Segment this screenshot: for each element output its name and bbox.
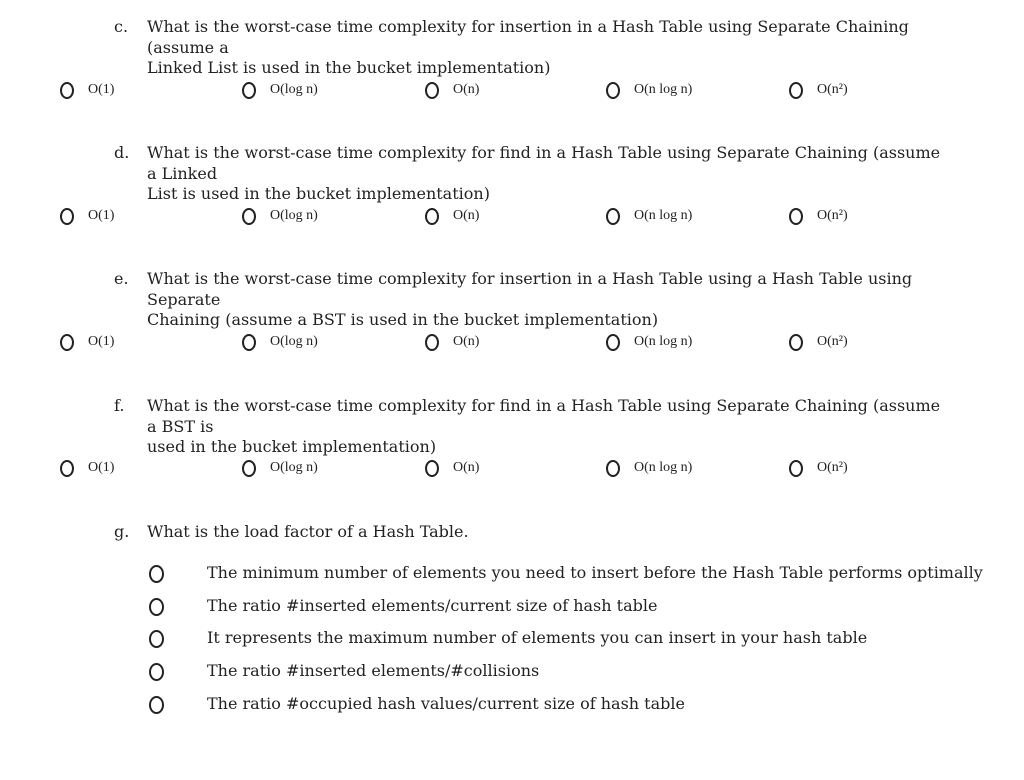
radio-circle-icon[interactable] [606,208,620,225]
radio-circle-icon[interactable] [60,208,74,225]
radio-circle-icon[interactable] [149,598,164,616]
radio-circle-icon[interactable] [789,208,803,225]
option-on2[interactable]: O(n²) [789,455,848,481]
radio-circle-icon[interactable] [425,334,439,351]
question-text [147,143,947,205]
radio-circle-icon[interactable] [60,82,74,99]
option-o1[interactable]: O(1) [60,455,114,481]
option-on2[interactable]: O(n²) [789,203,848,229]
question-text [147,269,947,331]
option-onlogn[interactable]: O(n log n) [606,77,692,103]
option-text: The ratio #occupied hash values/current size of hash table [207,693,685,713]
question-text-line: List is used in the bucket implementation) [147,184,490,203]
radio-circle-icon[interactable] [606,460,620,477]
option-o1[interactable]: O(1) [60,203,114,229]
radio-circle-icon[interactable] [425,82,439,99]
option-onlogn[interactable]: O(n log n) [606,203,692,229]
option-ologn[interactable]: O(log n) [242,329,318,355]
radio-circle-icon[interactable] [149,565,164,583]
option-ologn[interactable]: O(log n) [242,203,318,229]
option-on[interactable]: O(n) [425,77,479,103]
radio-circle-icon[interactable] [789,82,803,99]
option-on[interactable]: O(n) [425,329,479,355]
option-onlogn[interactable]: O(n log n) [606,329,692,355]
radio-circle-icon[interactable] [60,460,74,477]
question-letter: d. [114,143,130,162]
question-text-line: What is the worst-case time complexity for find in a Hash Table using Separate Chaining (assume a BST is [147,396,941,436]
question-letter: e. [114,269,129,288]
question-text-line: What is the worst-case time complexity for insertion in a Hash Table using a Hash Table using Separate [147,269,913,309]
question-text [147,17,947,79]
question-letter: g. [114,522,130,541]
radio-circle-icon[interactable] [789,334,803,351]
radio-circle-icon[interactable] [606,82,620,99]
radio-circle-icon[interactable] [149,663,164,681]
question-text-line: What is the load factor of a Hash Table. [147,522,469,541]
radio-circle-icon[interactable] [606,334,620,351]
radio-circle-icon[interactable] [425,460,439,477]
question-text [147,522,947,543]
option-text: The ratio #inserted elements/current size of hash table [207,595,658,615]
radio-circle-icon[interactable] [425,208,439,225]
question-text [147,396,947,458]
question-text-line: What is the worst-case time complexity for insertion in a Hash Table using Separate Chaining (assume a [147,17,909,57]
option-on2[interactable]: O(n²) [789,77,848,103]
option-o1[interactable]: O(1) [60,77,114,103]
option-text: It represents the maximum number of elements you can insert in your hash table [207,628,868,648]
radio-circle-icon[interactable] [242,334,256,351]
option-o1[interactable]: O(1) [60,329,114,355]
question-text-line: used in the bucket implementation) [147,437,437,456]
question-text-line: Chaining (assume a BST is used in the bucket implementation) [147,310,659,329]
radio-circle-icon[interactable] [149,696,164,714]
question-letter: c. [114,17,129,36]
question-letter: f. [114,396,125,415]
option-on[interactable]: O(n) [425,455,479,481]
question-text-line: What is the worst-case time complexity for find in a Hash Table using Separate Chaining (assume a Linked [147,143,941,183]
option-on[interactable]: O(n) [425,203,479,229]
option-ologn[interactable]: O(log n) [242,455,318,481]
option-ologn[interactable]: O(log n) [242,77,318,103]
radio-circle-icon[interactable] [242,460,256,477]
option-text: The minimum number of elements you need to insert before the Hash Table performs optimally [207,563,983,582]
option-on2[interactable]: O(n²) [789,329,848,355]
option-onlogn[interactable]: O(n log n) [606,455,692,481]
option-text: The ratio #inserted elements/#collisions [207,661,540,681]
radio-circle-icon[interactable] [242,208,256,225]
radio-circle-icon[interactable] [60,334,74,351]
radio-circle-icon[interactable] [242,82,256,99]
radio-circle-icon[interactable] [789,460,803,477]
radio-circle-icon[interactable] [149,630,164,648]
question-text-line: Linked List is used in the bucket implementation) [147,58,551,77]
